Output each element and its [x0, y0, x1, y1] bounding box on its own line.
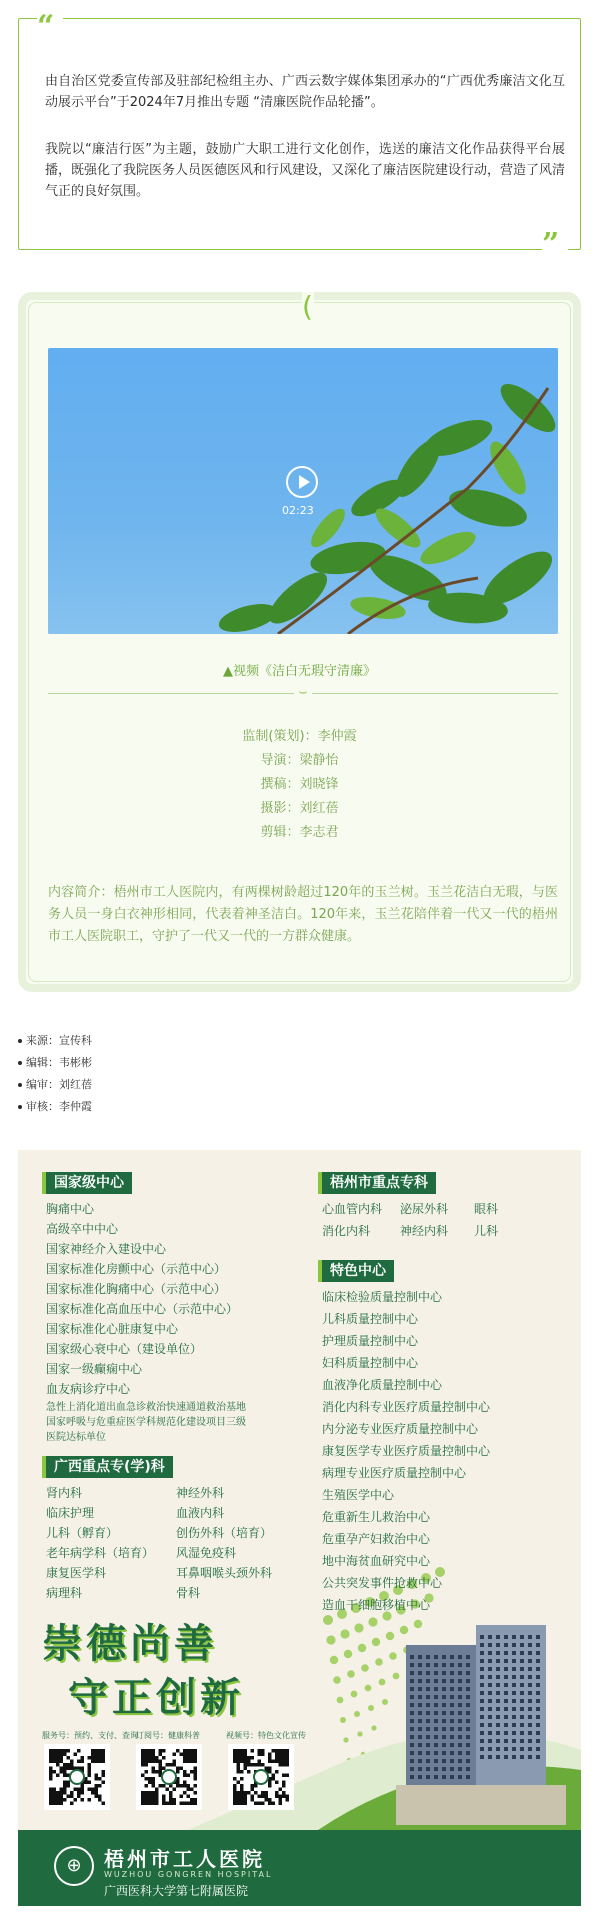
hospital-name: 梧州市工人医院 [104, 1847, 265, 1871]
video-card [18, 292, 581, 992]
hospital-poster [18, 1150, 581, 1906]
wuzhou-key-item: 泌尿外科 [400, 1202, 449, 1216]
open-quote-icon: “ [37, 17, 63, 37]
wuzhou-key-title: 梧州市重点专科 [318, 1172, 436, 1194]
meta-editor: 编辑：韦彬彬 [26, 1056, 92, 1069]
article-meta [18, 1030, 92, 1118]
credit-director: 导演：梁静怡 [260, 753, 339, 768]
national-center-item: 国家一级癫痫中心 [46, 1362, 143, 1376]
wuzhou-key-item: 心血管内科 [322, 1202, 383, 1216]
national-center-item: 国家标准化高血压中心（示范中心） [46, 1302, 239, 1316]
guangxi-key-item: 神经外科 [176, 1486, 225, 1500]
guangxi-key-item: 临床护理 [46, 1506, 95, 1520]
wuzhou-key-item: 消化内科 [322, 1224, 371, 1238]
credit-editor: 剪辑：李志君 [260, 825, 339, 840]
qr-label-service: 服务号：预约、支付、查询 [42, 1731, 138, 1740]
special-center-item: 儿科质量控制中心 [322, 1312, 419, 1326]
special-center-item: 造血干细胞移植中心 [322, 1598, 431, 1612]
slogan-line-2: 守正创新 [68, 1675, 244, 1721]
hospital-name-en: WUZHOU GONGREN HOSPITAL [104, 1870, 273, 1879]
special-center-item: 血液净化质量控制中心 [322, 1378, 443, 1392]
play-button-icon[interactable] [286, 466, 318, 498]
special-center-item: 护理质量控制中心 [322, 1334, 419, 1348]
national-centers-title: 国家级中心 [42, 1172, 132, 1194]
wuzhou-key-item: 神经内科 [400, 1224, 449, 1238]
guangxi-key-item: 儿科（孵育） [46, 1526, 119, 1540]
bullet-icon [18, 1083, 22, 1087]
special-center-item: 生殖医学中心 [322, 1488, 395, 1502]
qr-code-video[interactable] [228, 1744, 294, 1810]
guangxi-key-item: 老年病学科（培育） [46, 1546, 155, 1560]
card-clip-icon: ( [302, 292, 314, 328]
poster-footer-band [18, 1830, 581, 1906]
special-center-item: 妇科质量控制中心 [322, 1356, 419, 1370]
national-center-item: 国家呼吸与危重症医学科规范化建设项目三级 [46, 1417, 246, 1428]
special-center-item: 地中海贫血研究中心 [322, 1554, 431, 1568]
bullet-icon [18, 1105, 22, 1109]
national-center-item: 医院达标单位 [46, 1432, 106, 1443]
hospital-building-image [396, 1615, 566, 1835]
credits-list [26, 725, 573, 845]
special-centers-title: 特色中心 [318, 1260, 394, 1282]
national-center-item: 国家神经介入建设中心 [46, 1242, 167, 1256]
special-center-item: 危重孕产妇救治中心 [322, 1532, 431, 1546]
meta-row [18, 1052, 92, 1074]
special-center-item: 公共突发事件抢救中心 [322, 1576, 443, 1590]
special-center-item: 康复医学专业医疗质量控制中心 [322, 1444, 491, 1458]
meta-reviewer: 编审：刘红蓓 [26, 1078, 92, 1091]
national-center-item: 高级卒中中心 [46, 1222, 119, 1236]
meta-source: 来源：宣传科 [26, 1034, 92, 1047]
guangxi-key-item: 骨科 [176, 1586, 201, 1600]
guangxi-key-title: 广西重点专(学)科 [42, 1456, 173, 1478]
close-quote-icon: ” [542, 235, 568, 255]
special-center-item: 危重新生儿救治中心 [322, 1510, 431, 1524]
qr-code-subscription[interactable] [136, 1744, 202, 1810]
hospital-logo-icon: ⊕ [54, 1846, 94, 1886]
special-center-item: 临床检验质量控制中心 [322, 1290, 443, 1304]
meta-row [18, 1074, 92, 1096]
intro-quote-box [18, 9, 581, 262]
national-center-item: 急性上消化道出血急诊救治快速通道救治基地 [46, 1402, 246, 1413]
video-caption: ▲视频《洁白无瑕守清廉》 [223, 664, 376, 679]
meta-approver: 审核：李仲霞 [26, 1100, 92, 1113]
meta-row [18, 1096, 92, 1118]
special-center-item: 病理专业医疗质量控制中心 [322, 1466, 467, 1480]
credit-writer: 撰稿：刘晓锋 [260, 777, 339, 792]
guangxi-key-item: 病理科 [46, 1586, 83, 1600]
national-center-item: 国家标准化心脏康复中心 [46, 1322, 179, 1336]
guangxi-key-item: 耳鼻咽喉头颈外科 [176, 1566, 273, 1580]
hospital-affiliation: 广西医科大学第七附属医院 [104, 1884, 249, 1898]
qr-code-service[interactable] [44, 1744, 110, 1810]
guangxi-key-item: 康复医学科 [46, 1566, 107, 1580]
guangxi-key-item: 肾内科 [46, 1486, 83, 1500]
video-player[interactable] [48, 348, 558, 634]
national-center-item: 国家级心衰中心（建设单位） [46, 1342, 203, 1356]
bullet-icon [18, 1039, 22, 1043]
wuzhou-key-item: 儿科 [474, 1224, 499, 1238]
video-duration: 02:23 [282, 504, 314, 517]
credit-camera: 摄影：刘红蓓 [260, 801, 339, 816]
national-center-item: 血友病诊疗中心 [46, 1382, 131, 1396]
national-center-item: 国家标准化胸痛中心（示范中心） [46, 1282, 227, 1296]
bullet-icon [18, 1061, 22, 1065]
national-center-item: 国家标准化房颤中心（示范中心） [46, 1262, 227, 1276]
quote-paragraph-2: 我院以“廉洁行医”为主题，鼓励广大职工进行文化创作，选送的廉洁文化作品获得平台展播，既强化了我院医务人员医德医风和行风建设，又深化了廉洁医院建设行动，营造了风清气正的良好氛围。 [45, 142, 566, 199]
guangxi-key-item: 血液内科 [176, 1506, 225, 1520]
meta-row [18, 1030, 92, 1052]
guangxi-key-item: 风湿免疫科 [176, 1546, 237, 1560]
qr-label-subscription: 订阅号：健康科普 [136, 1731, 200, 1740]
slogan-line-1: 崇德尚善 [42, 1621, 218, 1667]
qr-label-video: 视频号：特色文化宣传 [226, 1731, 306, 1740]
divider-ornament-icon: ⌣ [294, 686, 312, 698]
credit-producer: 监制(策划)：李仲霞 [242, 729, 357, 744]
quote-paragraph-1: 由自治区党委宣传部及驻部纪检组主办、广西云数字媒体集团承办的“广西优秀廉洁文化互动展示平台”于2024年7月推出专题 “清廉医院作品轮播”。 [45, 74, 565, 110]
video-summary: 内容简介：梧州市工人医院内，有两棵树龄超过120年的玉兰树。玉兰花洁白无瑕，与医务人员一身白衣神形相同，代表着神圣洁白。120年来，玉兰花陪伴着一代又一代的梧州市工人医院职工，守护了一代又一代的一方群众健康。 [48, 885, 558, 944]
national-center-item: 胸痛中心 [46, 1202, 95, 1216]
special-center-item: 内分泌专业医疗质量控制中心 [322, 1422, 479, 1436]
wuzhou-key-item: 眼科 [474, 1202, 499, 1216]
special-center-item: 消化内科专业医疗质量控制中心 [322, 1400, 491, 1414]
guangxi-key-item: 创伤外科（培育） [176, 1526, 273, 1540]
